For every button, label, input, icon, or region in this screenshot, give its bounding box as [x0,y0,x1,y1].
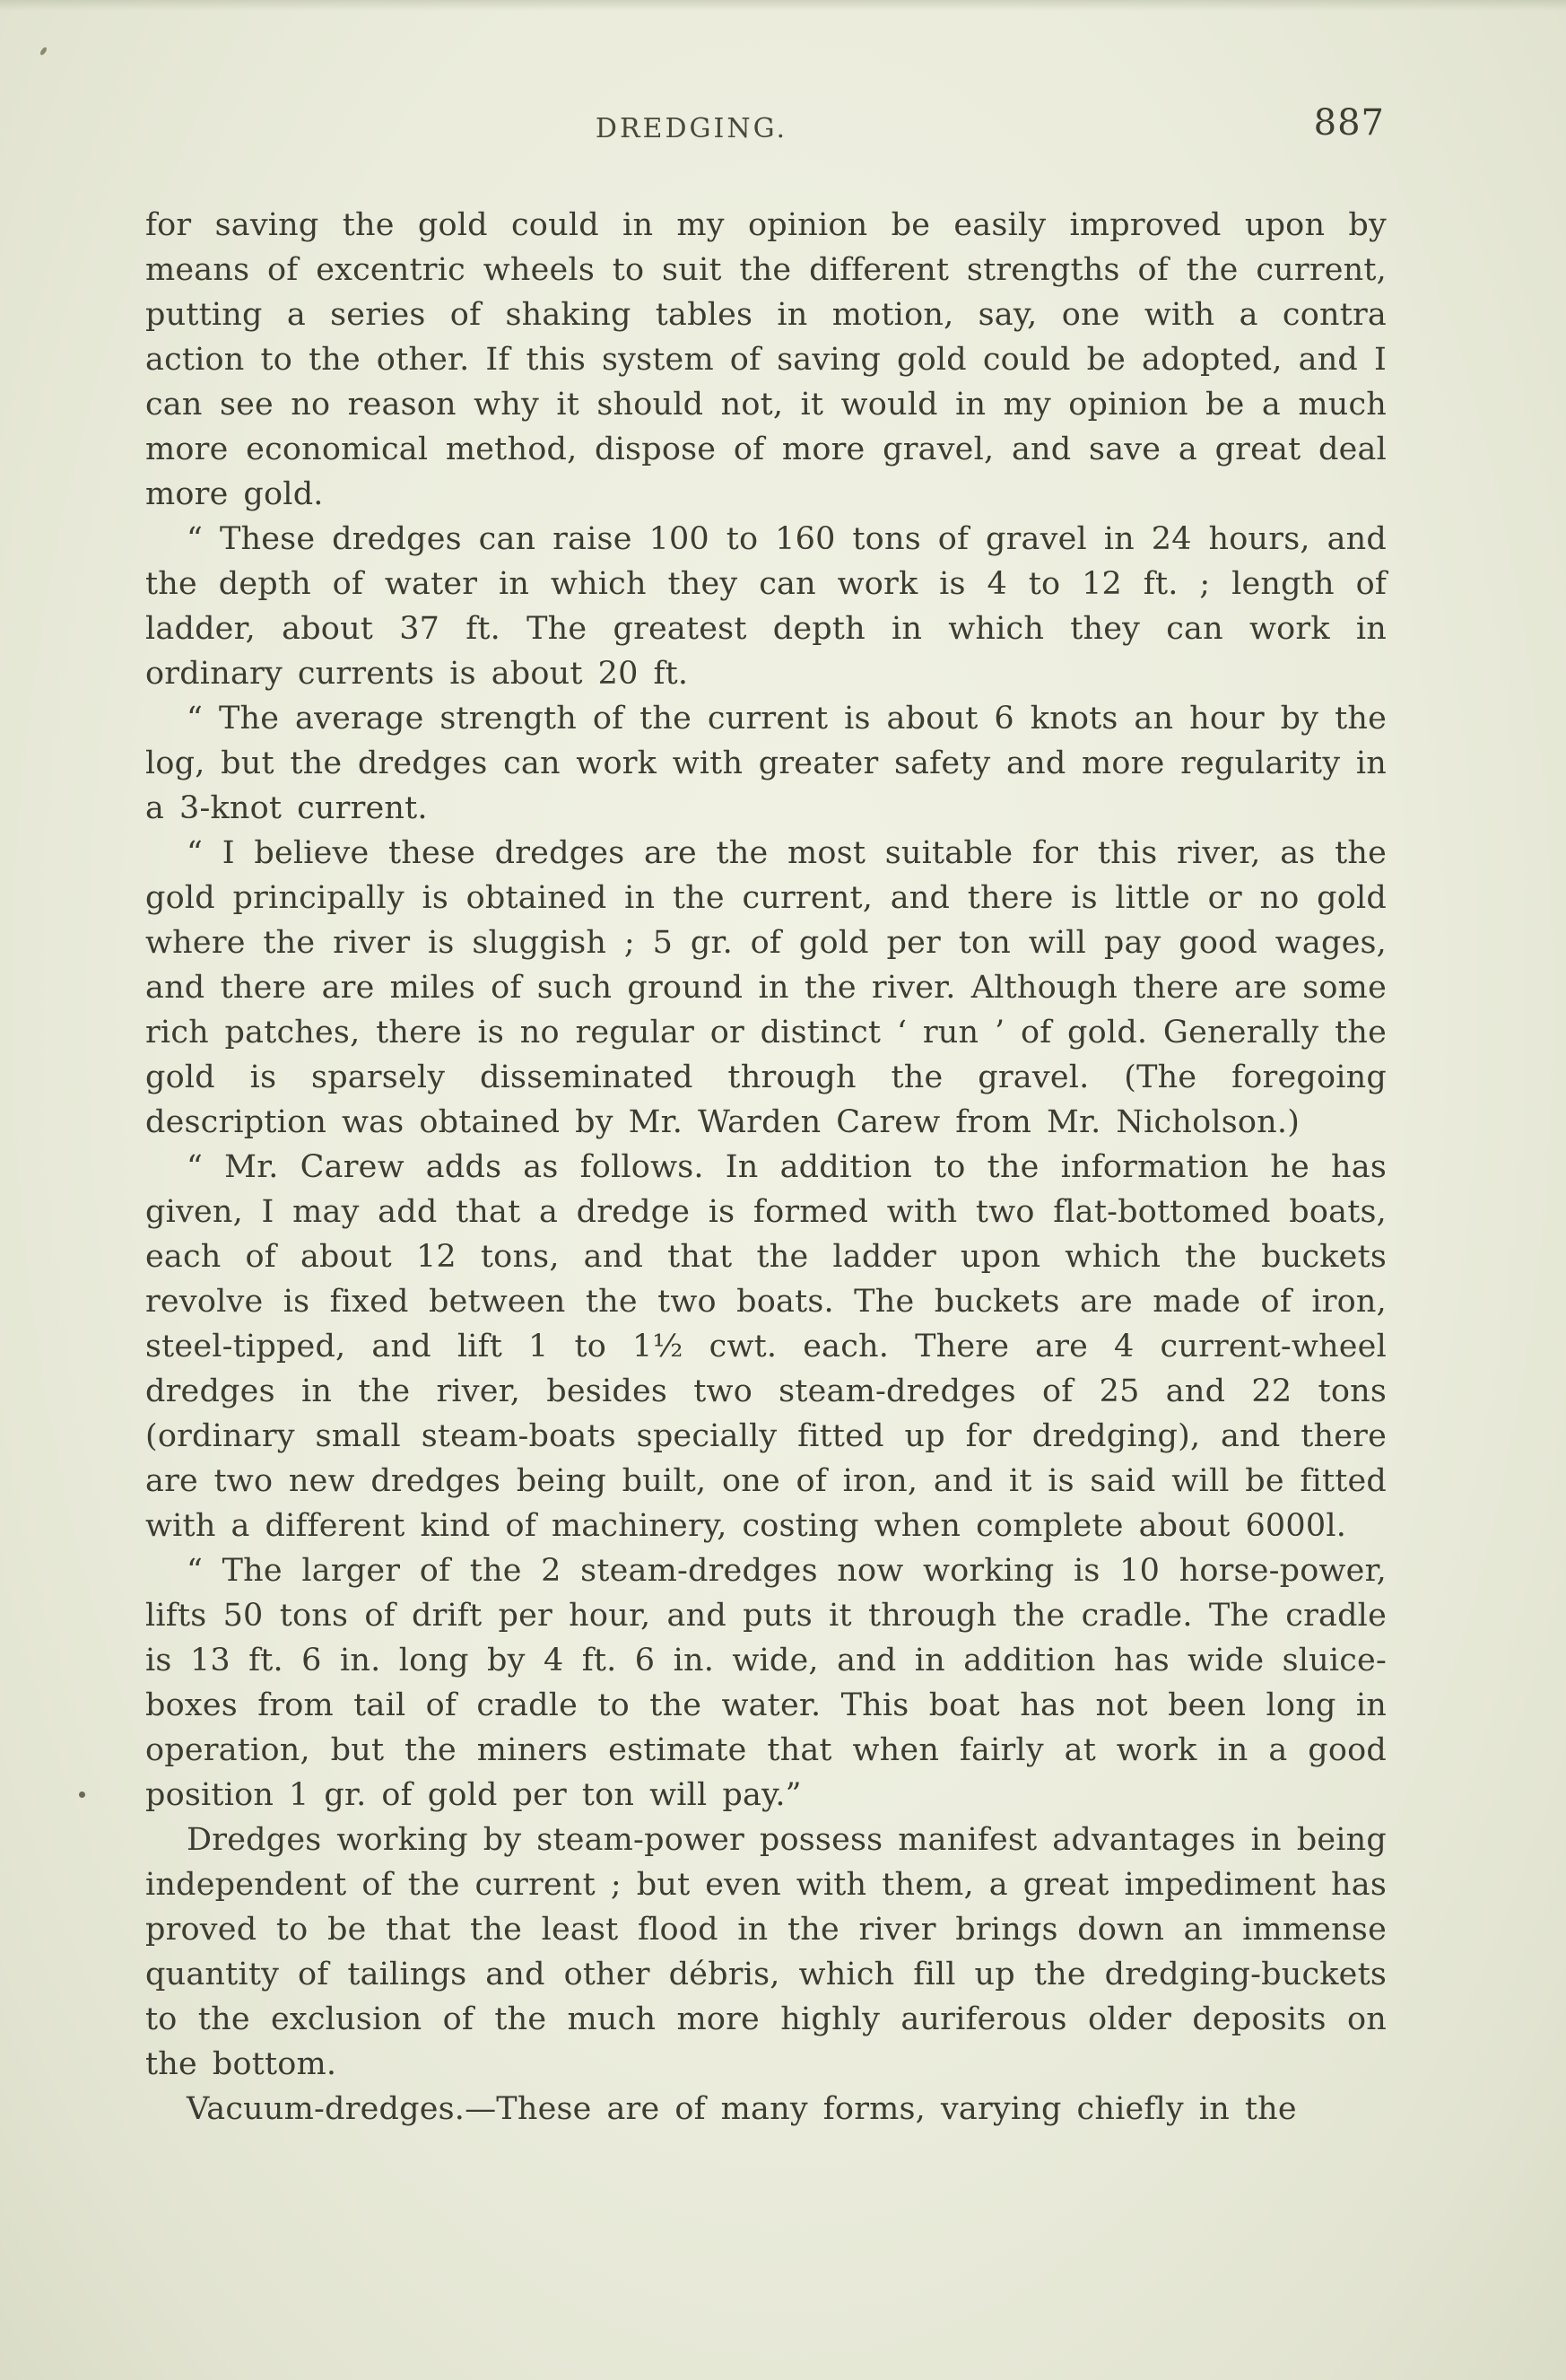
paragraph: “ Mr. Carew adds as follows. In addition to the information he has given, I may add that a dredge is formed with two flat-bottomed boats, each of about 12 tons, and that the ladder upon which the buckets revolve is fixed between the two boats. The buckets are made of iron, steel-tipped, and lift 1 to 1½ cwt. each. There are 4 current-wheel dredges in the river, besides two steam-dredges of 25 and 22 tons (ordinary small steam-boats specially fitted up for dredging), and there are two new dredges being built, one of iron, and it is said will be fitted with a different kind of machinery, costing when complete about 6000l. [145,1149,1387,1544]
paragraph: “ These dredges can raise 100 to 160 tons of gravel in 24 hours, and the depth of water in which they can work is 4 to 12 ft. ; length of ladder, about 37 ft. The greatest depth in which they can work in ordinary currents is about 20 ft. [145,521,1387,692]
paragraph: Vacuum-dredges.—These are of many forms, varying chiefly in the [187,2091,1297,2127]
page-body [145,203,1387,2132]
paragraph: “ I believe these dredges are the most suitable for this river, as the gold principally is obtained in the current, and there is little or no gold where the river is sluggish ; 5 gr. of gold per ton will pay good wages, and there are miles of such ground in the river. Although there are some rich patches, there is no regular or distinct ‘ run ’ of gold. Generally the gold is sparsely disseminated through the gravel. (The foregoing description was obtained by Mr. Warden Carew from Mr. Nicholson.) [145,835,1387,1140]
running-title: DREDGING. [595,113,787,144]
paragraph: Dredges working by steam-power possess manifest advantages in being independent of the current ; but even with them, a great impediment has proved to be that the least flood in the river brings down an immense quantity of tailings and other débris, which fill up the dredging-buckets to the exclusion of the much more highly auriferous older deposits on the bottom. [145,1822,1387,2082]
paragraph: “ The average strength of the current is about 6 knots an hour by the log, but the dredges can work with greater safety and more regularity in a 3-knot current. [145,701,1387,826]
ink-speck [79,1792,85,1798]
paragraph: for saving the gold could in my opinion be easily improved upon by means of excentric wheels to suit the different strengths of the current, putting a series of shaking tables in motion, say, one with a contra action to the other. If this system of saving gold could be adopted, and I can see no reason why it should not, it would in my opinion be a much more economical method, dispose of more gravel, and save a great deal more gold. [145,207,1387,512]
page-header [145,102,1387,156]
page-number: 887 [1313,102,1385,144]
paragraph: “ The larger of the 2 steam-dredges now working is 10 horse-power, lifts 50 tons of drift per hour, and puts it through the cradle. The cradle is 13 ft. 6 in. long by 4 ft. 6 in. wide, and in addition has wide sluice-boxes from tail of cradle to the water. This boat has not been long in operation, but the miners estimate that when fairly at work in a good position 1 gr. of gold per ton will pay.” [145,1553,1387,1813]
ink-speck [39,46,48,56]
